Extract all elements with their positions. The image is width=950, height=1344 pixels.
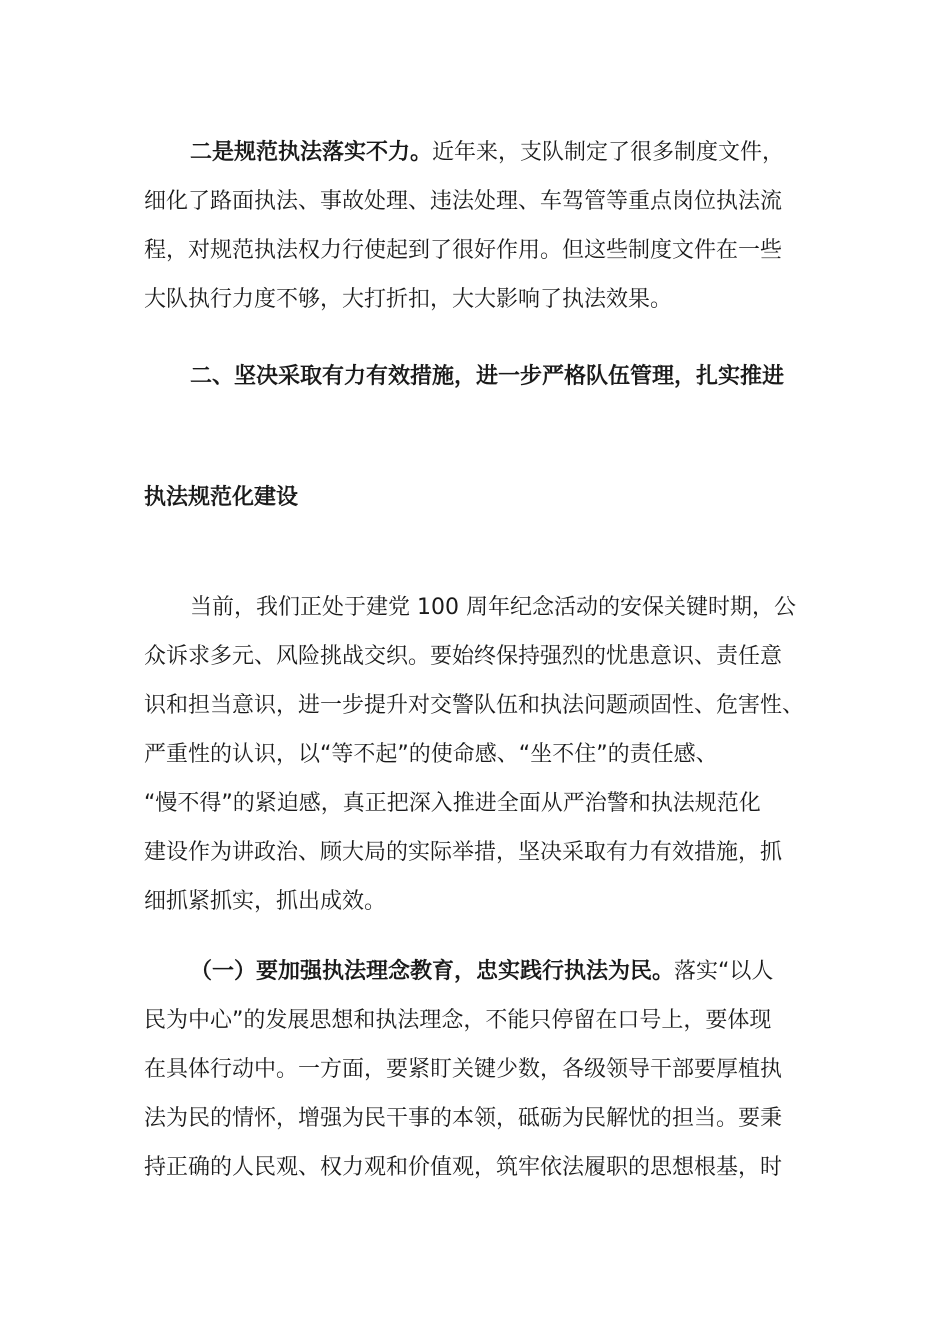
paragraph-2-line-2: 众诉求多元、风险挑战交织。要始终保持强烈的忧患意识、责任意 [144,644,783,669]
paragraph-3-heading: （一）要加强执法理念教育，忠实践行执法为民。 [190,959,675,984]
paragraph-2-line-7: 细抓紧抓实，抓出成效。 [144,889,387,914]
paragraph-3-line-2: 民为中心”的发展思想和执法理念，不能只停留在口号上，要体现 [144,1008,772,1033]
paragraph-1-line-3: 程，对规范执法权力行使起到了很好作用。但这些制度文件在一些 [144,238,783,263]
paragraph-3-line-4: 法为民的情怀，增强为民干事的本领，砥砺为民解忧的担当。要秉 [144,1106,783,1131]
paragraph-1-line-4: 大队执行力度不够，大打折扣，大大影响了执法效果。 [144,287,673,312]
paragraph-2-line-3: 识和担当意识，进一步提升对交警队伍和执法问题顽固性、危害性、 [144,693,805,718]
paragraph-1-heading: 二是规范执法落实不力。 [190,140,433,165]
paragraph-2-line-5: “慢不得”的紧迫感，真正把深入推进全面从严治警和执法规范化 [144,791,761,816]
paragraph-1-text: 近年来，支队制定了很多制度文件， [432,140,785,165]
paragraph-1-line-1 [190,138,784,168]
paragraph-3-line-1 [190,957,773,987]
paragraph-2-line-6: 建设作为讲政治、顾大局的实际举措，坚决采取有力有效措施，抓 [144,840,783,865]
paragraph-3-line-3: 在具体行动中。一方面，要紧盯关键少数，各级领导干部要厚植执 [144,1057,783,1082]
paragraph-3-line-5: 持正确的人民观、权力观和价值观，筑牢依法履职的思想根基，时 [144,1155,783,1180]
paragraph-3-text: 落实“以人 [674,959,774,984]
paragraph-2-line-4: 严重性的认识，以“等不起”的使命感、“坐不住”的责任感、 [144,742,718,767]
paragraph-1-line-2: 细化了路面执法、事故处理、违法处理、车驾管等重点岗位执法流 [144,189,783,214]
section-heading-line-1: 二、坚决采取有力有效措施，进一步严格队伍管理，扎实推进 [190,364,785,389]
paragraph-2-line-1: 当前，我们正处于建党 100 周年纪念活动的安保关键时期，公 [190,595,796,620]
section-heading-line-2: 执法规范化建设 [144,485,299,510]
